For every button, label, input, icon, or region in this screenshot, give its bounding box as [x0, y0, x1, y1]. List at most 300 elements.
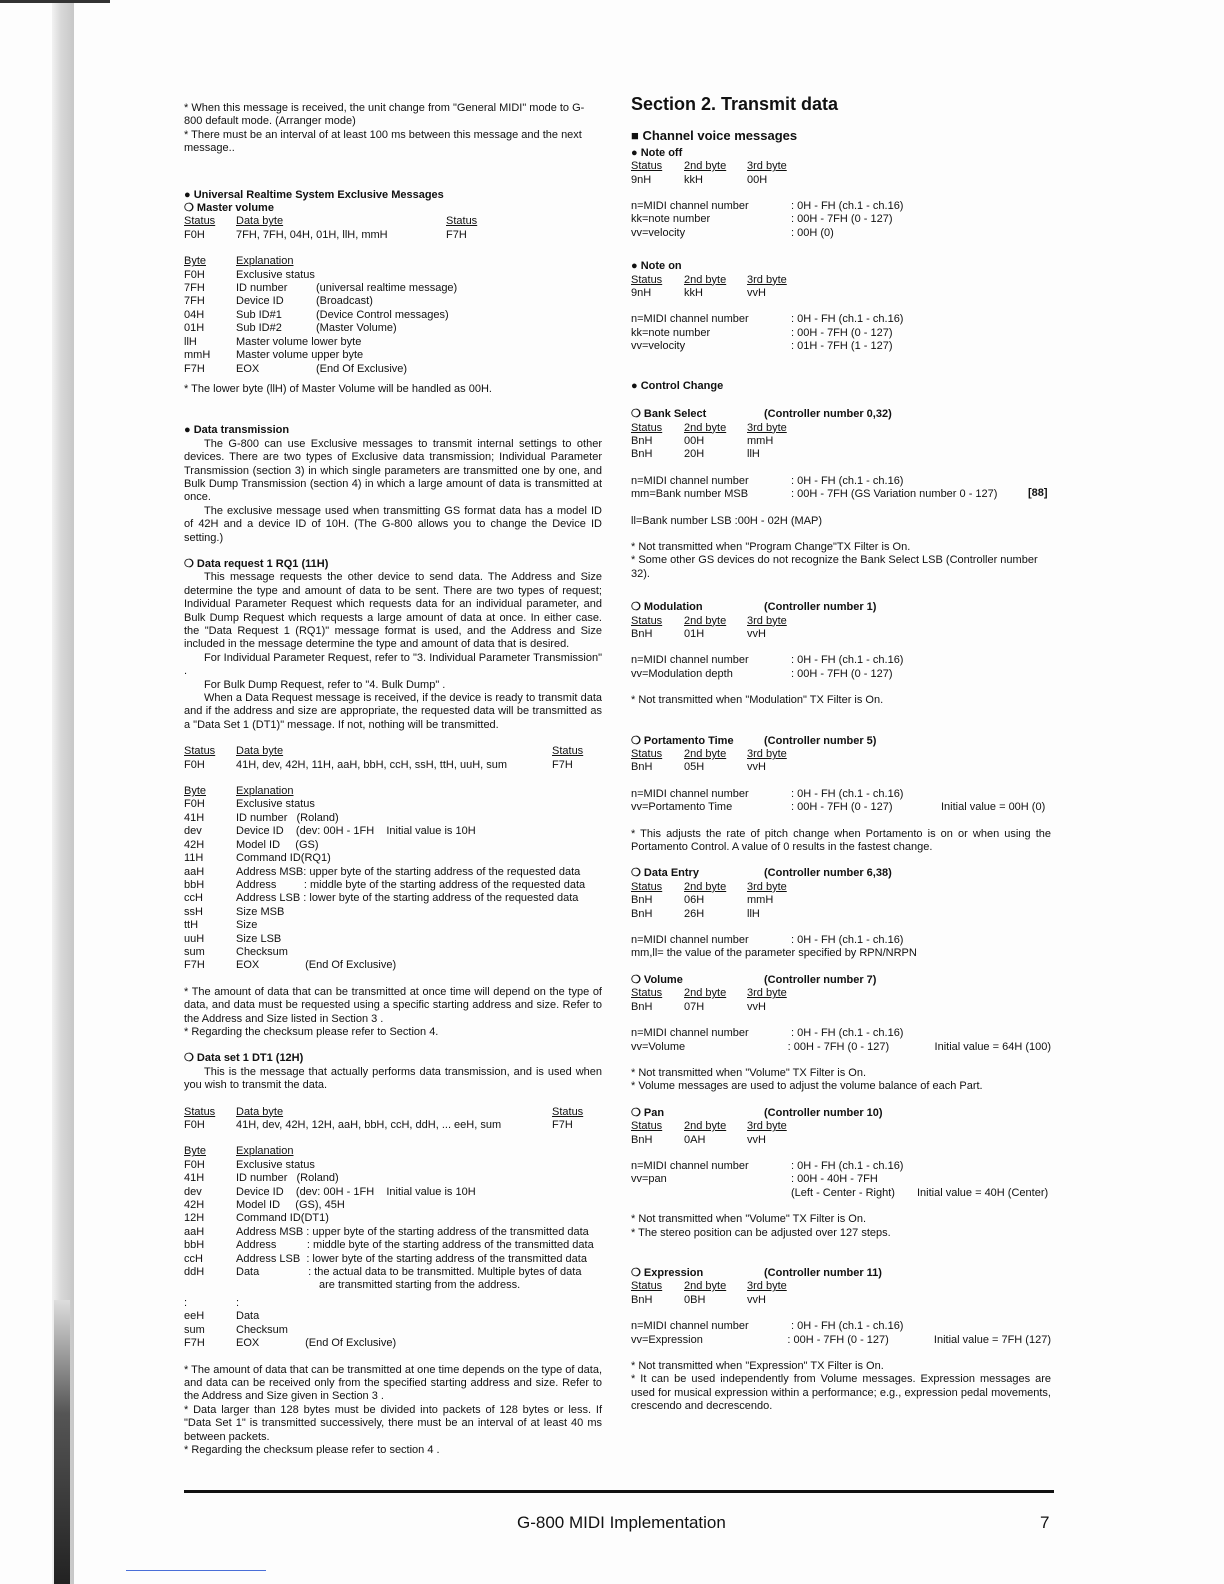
rq1-byte-table — [184, 798, 602, 972]
second-byte-header: 2nd byte — [684, 160, 727, 173]
bank-select-params — [631, 475, 1051, 502]
param-key: vv=velocity — [631, 340, 686, 353]
second-byte-value: 00H — [684, 434, 705, 447]
dt1-note: * Data larger than 128 bytes must be divided into packets of 128 bytes or less. If "Data Set 1" is transmitted successively, there must be an interval of at least 40 ms between packets. — [184, 1403, 602, 1443]
second-byte-value: 0AH — [684, 1133, 706, 1146]
ellipsis: : — [184, 1296, 188, 1309]
byte-value: ccH — [184, 1252, 203, 1265]
param-value: : 0H - FH (ch.1 - ch.16) — [791, 1320, 904, 1333]
param-value: : 00H - 40H - 7FH — [791, 1173, 878, 1186]
status-value: BnH — [631, 434, 653, 447]
controller-name: ❍ Expression — [631, 1266, 704, 1279]
controller-name: ❍ Modulation — [631, 601, 703, 614]
byte-row — [184, 825, 602, 838]
param-key: mm=Bank number MSB — [631, 488, 749, 501]
byte-row — [184, 282, 602, 295]
byte-row — [184, 1159, 602, 1172]
bank-lsb: ll=Bank number LSB :00H - 02H (MAP) — [631, 514, 823, 527]
byte-row — [184, 1199, 602, 1212]
msg-header — [631, 274, 1051, 287]
byte-header: Byte — [184, 255, 207, 268]
byte-row — [184, 866, 602, 879]
byte-row — [184, 812, 602, 825]
corner-mark — [0, 0, 110, 3]
param-key: kk=note number — [631, 213, 711, 226]
msg-row — [631, 435, 1051, 448]
explanation-header: Explanation — [236, 1145, 294, 1158]
byte-value: 41H — [184, 1172, 205, 1185]
status-value: BnH — [631, 1133, 653, 1146]
param-value: : 0H - FH (ch.1 - ch.16) — [791, 787, 904, 800]
byte-header: Byte — [184, 1145, 207, 1158]
msg-header — [631, 1280, 1051, 1293]
byte-value: F0H — [184, 1158, 205, 1171]
pan-note: * Not transmitted when "Volume" TX Filter is On. — [631, 1213, 867, 1226]
controller-name: ❍ Data Entry — [631, 867, 699, 880]
status-value: F7H — [552, 758, 573, 771]
third-byte-header: 3rd byte — [747, 880, 787, 893]
byte-value: 42H — [184, 1199, 205, 1212]
third-byte-header: 3rd byte — [747, 421, 787, 434]
explanation-header: Explanation — [236, 255, 294, 268]
msg-row — [631, 174, 1051, 187]
volume-table — [631, 987, 1051, 1014]
param-value: : 0H - FH (ch.1 - ch.16) — [791, 474, 904, 487]
ellipsis: : — [236, 1296, 240, 1309]
byte-row — [184, 959, 602, 972]
param-value: : 0H - FH (ch.1 - ch.16) — [791, 934, 904, 947]
controller-number: (Controller number 7) — [764, 973, 877, 986]
controller-number: (Controller number 5) — [764, 734, 877, 747]
byte-row — [184, 349, 602, 362]
byte-row — [184, 1324, 602, 1337]
byte-row — [184, 892, 602, 905]
second-byte-value: 20H — [684, 448, 705, 461]
paragraph: For Bulk Dump Request, refer to "4. Bulk Dump" . — [204, 678, 446, 691]
second-byte-header: 2nd byte — [684, 1280, 727, 1293]
param-key: n=MIDI channel number — [631, 934, 749, 947]
status-value: BnH — [631, 907, 653, 920]
byte-explanation: Command ID(DT1) — [236, 1212, 329, 1225]
paragraph: This message requests the other device to send data. The Address and Size determine the type and amount of data to be sent. There are two types of request; Individual Parameter Request which requests data for an individual parameter, and Bulk Dump Request which requests a large amount of data at once. In either case. the "Data Request 1 (RQ1)" message format is used, and the Address and Size included in the message determine the type and amount of data that is desired. — [184, 571, 602, 651]
third-byte-header: 3rd byte — [747, 1280, 787, 1293]
continuation-text: are transmitted starting from the address. — [319, 1279, 521, 1292]
status-header: Status — [446, 215, 478, 228]
byte-explanation: Sub ID#1 — [236, 308, 282, 321]
footer-rule — [184, 1490, 1054, 1493]
controller-name: ❍ Bank Select — [631, 408, 707, 421]
msg-header — [631, 615, 1051, 628]
expression-note: * It can be used independently from Volume messages. Expression messages are used for musical expression within a performance; e.g., expression pedal movements, crescendo and decrescendo. — [631, 1373, 1051, 1413]
byte-value: F7H — [184, 1337, 205, 1350]
msg-row — [631, 908, 1051, 921]
byte-value: ssH — [184, 905, 203, 918]
msg-row — [631, 894, 1051, 907]
byte-value: F7H — [184, 959, 205, 972]
expression-table — [631, 1280, 1051, 1307]
byte-value: F7H — [184, 362, 205, 375]
msg-row — [631, 1001, 1051, 1014]
rq1-heading: ❍ Data request 1 RQ1 (11H) — [184, 557, 329, 570]
byte-explanation: Checksum — [236, 945, 288, 958]
param-key: n=MIDI channel number — [631, 474, 749, 487]
byte-row — [184, 1239, 602, 1252]
byte-row — [184, 309, 602, 322]
format-row — [184, 229, 602, 242]
controller-name: ❍ Pan — [631, 1106, 665, 1119]
byte-note: (Master Volume) — [316, 322, 397, 335]
byte-value: F0H — [184, 798, 205, 811]
second-byte-value: kkH — [684, 173, 703, 186]
param-row: mm,ll= the value of the parameter specified by RPN/NRPN — [631, 947, 917, 960]
note-on-heading: ● Note on — [631, 260, 682, 273]
byte-value: F0H — [184, 268, 205, 281]
byte-row — [184, 1253, 602, 1266]
param-key: n=MIDI channel number — [631, 1320, 749, 1333]
byte-row — [184, 363, 602, 376]
initial-value: Initial value = 7FH (127) — [933, 1333, 1051, 1346]
byte-explanation: Data : the actual data to be transmitted. Multiple bytes of data — [236, 1266, 582, 1279]
second-byte-value: 26H — [684, 907, 705, 920]
expression-note: * Not transmitted when "Expression" TX Filter is On. — [631, 1360, 884, 1372]
status-header: Status — [631, 987, 663, 1000]
msg-header — [631, 987, 1051, 1000]
byte-row — [184, 336, 602, 349]
byte-row — [184, 839, 602, 852]
byte-row — [184, 933, 602, 946]
byte-explanation: Device ID (dev: 00H - 1FH Initial value is 10H — [236, 825, 476, 838]
second-byte-header: 2nd byte — [684, 880, 727, 893]
second-byte-value: kkH — [684, 287, 703, 300]
status-value: BnH — [631, 1293, 653, 1306]
databyte-header: Data byte — [236, 215, 284, 228]
bank-note: * Not transmitted when "Program Change"TX Filter is On. — [631, 540, 911, 553]
format-row — [184, 1119, 602, 1132]
msg-header — [631, 1120, 1051, 1133]
status-header: Status — [631, 614, 663, 627]
paragraph: For Individual Parameter Request, refer to "3. Individual Parameter Transmission" . — [184, 651, 602, 678]
intro-note: * When this message is received, the unit change from "General MIDI" mode to G-800 default mode. (Arranger mode) — [184, 102, 585, 128]
dt1-byte-table — [184, 1159, 602, 1280]
explanation-header: Explanation — [236, 785, 294, 798]
byte-explanation: Model ID (GS) — [236, 838, 319, 851]
section-title: Section 2. Transmit data — [631, 94, 839, 114]
format-row — [184, 759, 602, 772]
byte-note: (End Of Exclusive) — [316, 362, 408, 375]
param-key: vv=Portamento Time — [631, 801, 733, 814]
param-row — [631, 654, 1051, 667]
param-row — [631, 1187, 1051, 1200]
note-off-heading: ● Note off — [631, 146, 683, 159]
byte-value: aaH — [184, 1225, 205, 1238]
controller-name: ❍ Volume — [631, 973, 683, 986]
databyte-header: Data byte — [236, 745, 284, 758]
status-header: Status — [631, 1120, 663, 1133]
third-byte-value: vvH — [747, 1293, 766, 1306]
param-key: kk=note number — [631, 326, 711, 339]
second-byte-value: 07H — [684, 1000, 705, 1013]
master-volume-note: * The lower byte (llH) of Master Volume will be handled as 00H. — [184, 382, 492, 395]
byte-value: 7FH — [184, 295, 205, 308]
param-value: : 00H - 7FH (0 - 127) — [791, 326, 893, 339]
param-key: n=MIDI channel number — [631, 1027, 749, 1040]
status-value: BnH — [631, 894, 653, 907]
param-value: : 0H - FH (ch.1 - ch.16) — [791, 313, 904, 326]
param-key: n=MIDI channel number — [631, 200, 749, 213]
byte-value: 7FH — [184, 282, 205, 295]
byte-note: (Device Control messages) — [316, 308, 449, 321]
byte-explanation: ID number (Roland) — [236, 1172, 339, 1185]
byte-note: (universal realtime message) — [316, 282, 458, 295]
data-bytes: 41H, dev, 42H, 11H, aaH, bbH, ccH, ssH, ttH, uuH, sum — [236, 758, 508, 771]
param-value: : 00H (0) — [791, 226, 834, 239]
expression-params — [631, 1320, 1051, 1347]
param-key: vv=pan — [631, 1173, 667, 1186]
master-volume-byte-table — [184, 269, 602, 376]
urse-heading: ● Universal Realtime System Exclusive Messages — [184, 188, 444, 201]
param-row — [631, 200, 1051, 213]
byte-explanation: Size — [236, 919, 258, 932]
byte-row — [184, 798, 602, 811]
param-value: : 0H - FH (ch.1 - ch.16) — [791, 1159, 904, 1172]
byte-value: dev — [184, 1185, 202, 1198]
byte-table-header — [184, 1145, 602, 1158]
rq1-note: * The amount of data that can be transmitted at once time will depend on the type of data, and data must be requested using a specific starting address and size. Refer to the Address and Size listed in Section 3 . — [184, 985, 602, 1025]
byte-row — [184, 295, 602, 308]
byte-row — [184, 852, 602, 865]
dt1-note: * Regarding the checksum please refer to section 4 . — [184, 1443, 440, 1456]
msg-row — [631, 1294, 1051, 1307]
param-value: : 00H - 7FH (GS Variation number 0 - 127) — [791, 488, 998, 501]
param-value: : 00H - 7FH (0 - 127) — [791, 801, 893, 814]
third-byte-header: 3rd byte — [747, 273, 787, 286]
byte-value: sum — [184, 945, 205, 958]
byte-row — [184, 1186, 602, 1199]
byte-row — [184, 946, 602, 959]
bank-note: * Some other GS devices do not recognize the Bank Select LSB (Controller number 32). — [631, 554, 1038, 580]
byte-value: bbH — [184, 878, 205, 891]
param-value: : 00H - 7FH (0 - 127) — [787, 1333, 889, 1346]
param-row — [631, 801, 1051, 814]
paragraph: This is the message that actually performs data transmission, and is used when you wish to transmit the data. — [184, 1065, 602, 1092]
byte-explanation: Device ID — [236, 295, 284, 308]
pan-table — [631, 1120, 1051, 1147]
third-byte-value: vvH — [747, 287, 766, 300]
second-byte-value: 06H — [684, 894, 705, 907]
portamento-note: * This adjusts the rate of pitch change when Portamento is on or when using the Portamento Control. A value of 0 results in the fastest change. — [631, 827, 1051, 854]
dt1-byte-table-tail — [184, 1310, 602, 1350]
byte-explanation: Master volume lower byte — [236, 335, 362, 348]
byte-row — [184, 1337, 602, 1350]
page-number: 7 — [1040, 1513, 1050, 1532]
status-header: Status — [631, 273, 663, 286]
param-key: n=MIDI channel number — [631, 654, 749, 667]
format-header — [184, 215, 602, 228]
status-value: BnH — [631, 761, 653, 774]
data-bytes: 7FH, 7FH, 04H, 01H, llH, mmH — [236, 228, 388, 241]
byte-row — [184, 1172, 602, 1185]
data-entry-table — [631, 881, 1051, 921]
controller-heading — [631, 867, 1051, 880]
byte-row — [184, 1212, 602, 1225]
param-row — [631, 227, 1051, 240]
byte-explanation: Address : middle byte of the starting address of the requested data — [236, 878, 586, 891]
byte-row — [184, 269, 602, 282]
param-row — [631, 340, 1051, 353]
initial-value: Initial value = 64H (100) — [934, 1040, 1051, 1053]
modulation-note: * Not transmitted when "Modulation" TX Filter is On. — [631, 694, 884, 707]
third-byte-header: 3rd byte — [747, 614, 787, 627]
byte-explanation: Device ID (dev: 00H - 1FH Initial value is 10H — [236, 1185, 476, 1198]
status-header: Status — [184, 745, 216, 758]
byte-explanation: EOX (End Of Exclusive) — [236, 959, 397, 972]
third-byte-header: 3rd byte — [747, 1120, 787, 1133]
second-byte-value: 05H — [684, 761, 705, 774]
byte-explanation: Address MSB : upper byte of the starting address of the transmitted data — [236, 1225, 589, 1238]
status-header: Status — [631, 160, 663, 173]
byte-value: mmH — [184, 349, 211, 362]
byte-value: 01H — [184, 322, 205, 335]
master-volume-heading: ❍ Master volume — [184, 202, 274, 215]
third-byte-value: mmH — [747, 894, 774, 907]
param-row — [631, 1320, 1051, 1333]
status-header: Status — [631, 748, 663, 760]
param-value: : 00H - 7FH (0 - 127) — [787, 1040, 890, 1053]
byte-value: ttH — [184, 919, 199, 932]
portamento-params — [631, 788, 1051, 815]
byte-explanation: EOX (End Of Exclusive) — [236, 1337, 397, 1350]
status-value: 9nH — [631, 173, 652, 186]
byte-value: sum — [184, 1323, 205, 1336]
byte-value: llH — [184, 335, 197, 348]
status-value: 9nH — [631, 287, 652, 300]
third-byte-value: vvH — [747, 1133, 766, 1146]
byte-row — [184, 906, 602, 919]
data-bytes: 41H, dev, 42H, 12H, aaH, bbH, ccH, ddH, ... eeH, sum — [236, 1119, 502, 1131]
msg-row — [631, 761, 1051, 774]
status-header: Status — [631, 1280, 663, 1293]
intro-note: * There must be an interval of at least 100 ms between this message and the next message.. — [184, 128, 582, 155]
param-key: n=MIDI channel number — [631, 1159, 749, 1172]
dt1-note: * The amount of data that can be transmitted at one time depends on the type of data, and data can be received only from the specified starting address and size. Refer to the Address and Size given in Section 3 . — [184, 1363, 602, 1403]
msg-row — [631, 287, 1051, 300]
param-row — [631, 1027, 1051, 1040]
byte-value: 04H — [184, 308, 205, 321]
param-value: : 00H - 7FH (0 - 127) — [791, 213, 893, 226]
byte-note: (Broadcast) — [316, 295, 373, 308]
param-key: n=MIDI channel number — [631, 313, 749, 326]
volume-params — [631, 1027, 1051, 1054]
byte-value: dev — [184, 825, 202, 838]
status-header: Status — [184, 1105, 216, 1118]
byte-row — [184, 322, 602, 335]
binding-shadow — [54, 1300, 70, 1584]
databyte-header: Data byte — [236, 1105, 284, 1118]
param-row — [631, 327, 1051, 340]
channel-voice-heading: ■ Channel voice messages — [631, 128, 798, 144]
msg-row — [631, 628, 1051, 641]
byte-table-header — [184, 255, 602, 268]
param-value: : 00H - 7FH (0 - 127) — [791, 667, 893, 680]
byte-value: 11H — [184, 852, 204, 865]
byte-value: ddH — [184, 1266, 205, 1279]
second-byte-header: 2nd byte — [684, 748, 727, 760]
second-byte-header: 2nd byte — [684, 421, 727, 434]
modulation-table — [631, 615, 1051, 642]
paragraph: The G-800 can use Exclusive messages to transmit internal settings to other devices. There are two types of Exclusive data transmission; Individual Parameter Transmission (section 3) in which single parameters are transmitted one by one, and Bulk Dump Transmission (section 4) in which a large amount of data is transmitted at once. — [184, 437, 602, 504]
dt1-heading: ❍ Data set 1 DT1 (12H) — [184, 1052, 304, 1065]
initial-value: Initial value = 40H (Center) — [917, 1186, 1049, 1199]
controller-heading — [631, 735, 1051, 748]
param-value: (Left - Center - Right) — [791, 1186, 895, 1199]
byte-header: Byte — [184, 785, 207, 798]
byte-explanation: Exclusive status — [236, 268, 315, 281]
byte-value: ccH — [184, 892, 203, 905]
pan-note: * The stereo position can be adjusted over 127 steps. — [631, 1226, 891, 1239]
byte-row — [184, 1226, 602, 1239]
status-header: Status — [552, 1105, 584, 1118]
msg-header — [631, 422, 1051, 435]
byte-explanation: EOX — [236, 362, 260, 375]
byte-row — [184, 919, 602, 932]
byte-explanation: Size MSB — [236, 905, 285, 918]
bank-select-table — [631, 422, 1051, 462]
status-header: Status — [631, 421, 663, 434]
paragraph: When a Data Request message is received, if the device is ready to transmit data and if the address and size are appropriate, the requested data will be transmitted as a "Data Set 1 (DT1)" message. If not, nothing will be transmitted. — [184, 692, 602, 731]
param-value: : 0H - FH (ch.1 - ch.16) — [791, 200, 904, 213]
left-column — [184, 102, 602, 1457]
status-header: Status — [552, 745, 584, 758]
param-row — [631, 1160, 1051, 1173]
third-byte-value: vvH — [747, 627, 766, 640]
msg-header — [631, 748, 1051, 761]
param-row — [631, 475, 1051, 488]
volume-note: * Volume messages are used to adjust the volume balance of each Part. — [631, 1080, 983, 1093]
volume-note: * Not transmitted when "Volume" TX Filter is On. — [631, 1066, 867, 1079]
controller-heading — [631, 1107, 1051, 1120]
byte-value: aaH — [184, 865, 205, 878]
controller-number: (Controller number 10) — [764, 1106, 883, 1119]
format-header — [184, 745, 602, 758]
status-value: F0H — [184, 228, 205, 241]
status-value: BnH — [631, 448, 653, 461]
third-byte-value: vvH — [747, 761, 766, 774]
param-value: : 01H - 7FH (1 - 127) — [791, 340, 893, 353]
controller-heading — [631, 1267, 1051, 1280]
msg-header — [631, 881, 1051, 894]
third-byte-header: 3rd byte — [747, 748, 787, 760]
param-row — [631, 313, 1051, 326]
note-off-params — [631, 200, 1051, 240]
status-value: BnH — [631, 1000, 653, 1013]
control-change-heading: ● Control Change — [631, 379, 724, 392]
third-byte-value: llH — [747, 907, 760, 920]
status-value: BnH — [631, 627, 653, 640]
controller-number: (Controller number 1) — [764, 601, 877, 614]
right-column — [631, 94, 1051, 1414]
param-key: vv=Expression — [631, 1333, 703, 1346]
param-row — [631, 788, 1051, 801]
param-row — [631, 934, 1051, 947]
ellipsis-row — [184, 1297, 602, 1310]
status-header: Status — [184, 215, 216, 228]
byte-explanation: ID number — [236, 282, 288, 295]
byte-explanation: Command ID(RQ1) — [236, 852, 331, 865]
third-byte-value: llH — [747, 448, 760, 461]
param-row — [631, 1334, 1051, 1347]
byte-explanation: Data — [236, 1310, 260, 1323]
controller-name: ❍ Portamento Time — [631, 734, 734, 747]
